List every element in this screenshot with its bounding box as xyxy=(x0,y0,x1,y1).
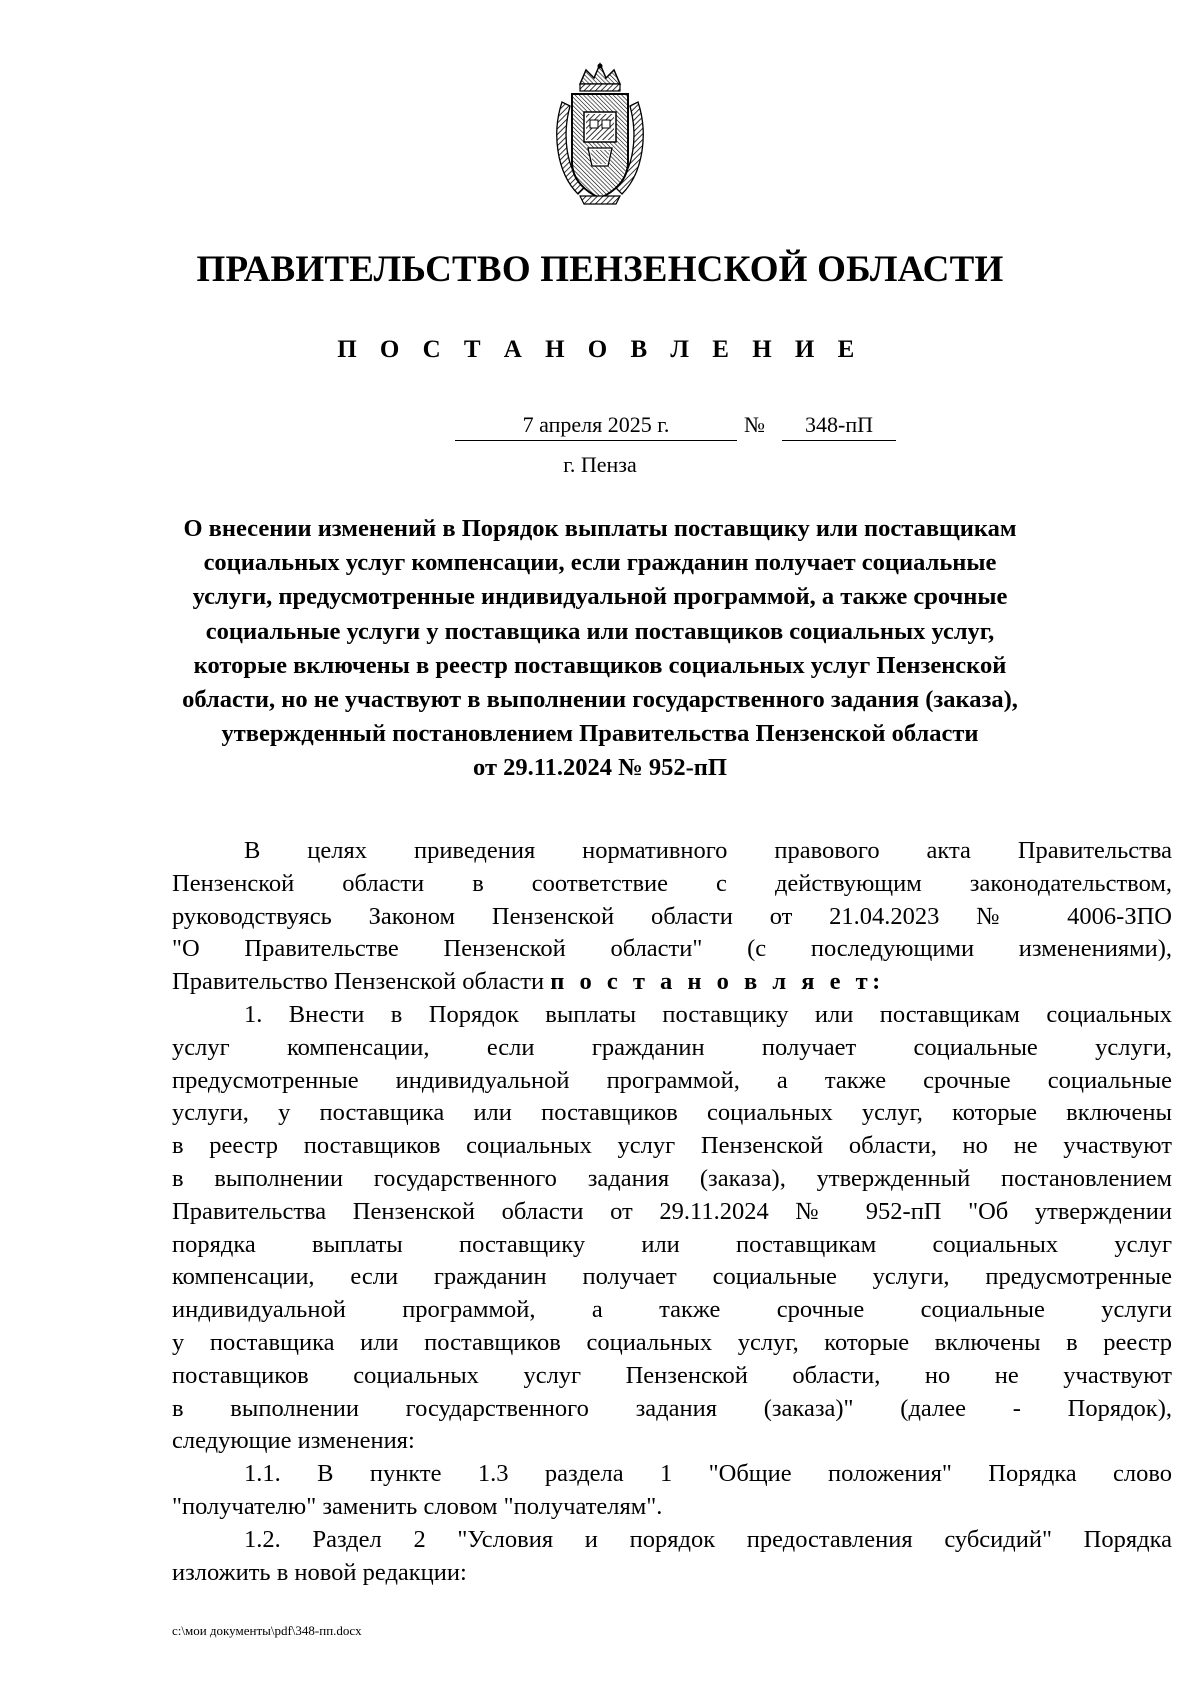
document-city: г. Пенза xyxy=(563,452,637,477)
decree-word: п о с т а н о в л я е т: xyxy=(550,968,885,996)
preamble-line: В целях приведения нормативного правового акта Правительства xyxy=(244,837,1172,864)
document-number: 348-пП xyxy=(782,410,896,441)
item1-line: услуг компенсации, если гражданин получает социальные услуги, xyxy=(172,1033,1172,1061)
preamble-last-line xyxy=(172,966,1172,999)
subject-line: утвержденный постановлением Правительства Пензенской области xyxy=(221,720,979,748)
subject-line: социальных услуг компенсации, если гражданин получает социальные xyxy=(203,549,997,577)
document-subject xyxy=(160,512,1040,786)
item1-line: поставщиков социальных услуг Пензенской области, но не участвуют xyxy=(172,1361,1172,1389)
date-number-row xyxy=(0,410,1200,444)
preamble-line: "О Правительстве Пензенской области" (с последующими изменениями), xyxy=(172,935,1172,963)
document-kind: П О С Т А Н О В Л Е Н И Е xyxy=(337,336,863,363)
item1-line: индивидуальной программой, а также срочные социальные услуги xyxy=(172,1296,1172,1324)
preamble-last-text: Правительство Пензенской области xyxy=(172,968,545,996)
document-date: 7 апреля 2025 г. xyxy=(455,410,737,441)
item1-line: Правительства Пензенской области от 29.11.2024 № 952-пП "Об утверждении xyxy=(172,1197,1172,1225)
item1-line: в реестр поставщиков социальных услуг Пензенской области, но не участвуют xyxy=(172,1132,1172,1160)
item1-1-line: "получателю" заменить словом "получателям". xyxy=(172,1492,663,1520)
coat-of-arms-icon xyxy=(550,62,650,207)
subject-line: которые включены в реестр поставщиков социальных услуг Пензенской xyxy=(193,651,1007,679)
item1-line: компенсации, если гражданин получает социальные услуги, предусмотренные xyxy=(172,1263,1172,1291)
item1-line: предусмотренные индивидуальной программой, а также срочные социальные xyxy=(172,1066,1172,1094)
item1-line: у поставщика или поставщиков социальных услуг, которые включены в реестр xyxy=(172,1328,1172,1356)
item1-line: услуги, у поставщика или поставщиков социальных услуг, которые включены xyxy=(172,1099,1172,1127)
preamble-line: Пензенской области в соответствие с действующим законодательством, xyxy=(172,869,1172,897)
subject-line: области, но не участвуют в выполнении государственного задания (заказа), xyxy=(182,686,1018,714)
government-title: ПРАВИТЕЛЬСТВО ПЕНЗЕНСКОЙ ОБЛАСТИ xyxy=(196,249,1004,290)
item1-line: в выполнении государственного задания (заказа), утвержденный постановлением xyxy=(172,1164,1172,1192)
preamble-line: руководствуясь Законом Пензенской области от 21.04.2023 № 4006-ЗПО xyxy=(172,902,1172,930)
item1-line: порядка выплаты поставщику или поставщикам социальных услуг xyxy=(172,1230,1172,1258)
item1-line: следующие изменения: xyxy=(172,1427,415,1455)
item1-1-line: 1.1. В пункте 1.3 раздела 1 "Общие положения" Порядка слово xyxy=(244,1460,1172,1488)
document-body xyxy=(172,835,1172,1589)
subject-line: О внесении изменений в Порядок выплаты поставщику или поставщикам xyxy=(183,515,1017,542)
item1-line: 1. Внести в Порядок выплаты поставщику или поставщикам социальных xyxy=(244,1000,1172,1028)
coat-of-arms-emblem xyxy=(550,62,650,207)
item1-line: в выполнении государственного задания (заказа)" (далее - Порядок), xyxy=(172,1394,1172,1422)
subject-line: от 29.11.2024 № 952-пП xyxy=(473,754,727,782)
subject-line: социальные услуги у поставщика или поставщиков социальных услуг, xyxy=(205,617,995,645)
item1-2-line: изложить в новой редакции: xyxy=(172,1558,467,1586)
subject-line: услуги, предусмотренные индивидуальной программой, а также срочные xyxy=(192,583,1008,611)
item1-2-line: 1.2. Раздел 2 "Условия и порядок предоставления субсидий" Порядка xyxy=(244,1525,1172,1553)
number-sign: № xyxy=(744,412,765,437)
footer-file-path: c:\мои документы\pdf\348-пп.docx xyxy=(172,1623,362,1638)
